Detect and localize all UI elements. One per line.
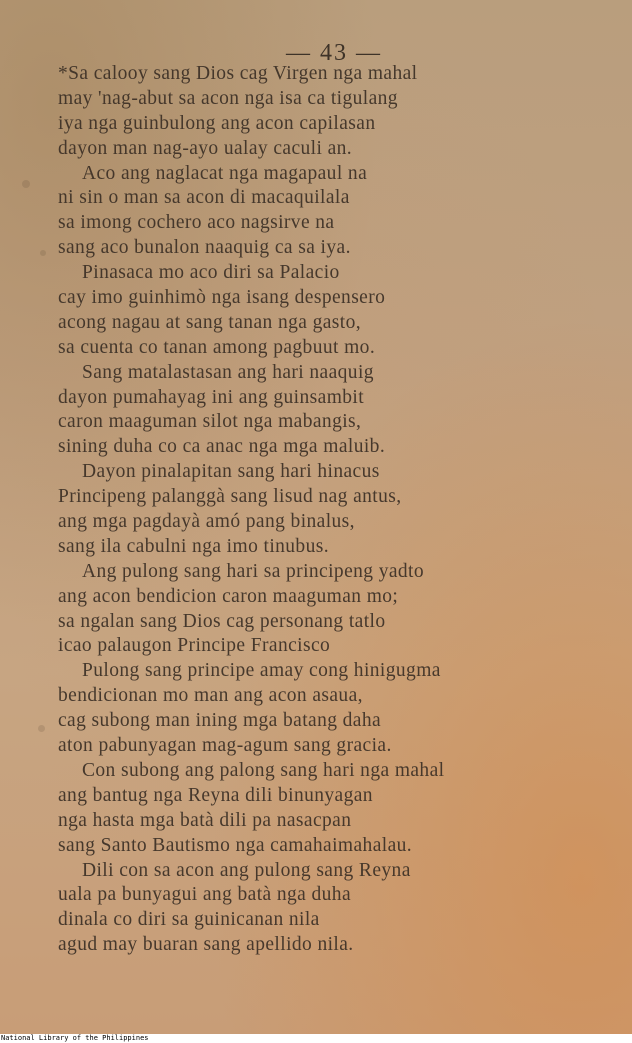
text-line: sang aco bunalon naaquig ca sa iya. <box>58 237 351 259</box>
text-line: Sang matalastasan ang hari naaquig <box>82 361 374 383</box>
text-line: Pulong sang principe amay cong hinigugma <box>82 660 441 682</box>
text-line: nga hasta mga batà dili pa nasacpan <box>58 809 352 831</box>
text-line: ang bantug nga Reyna dili binunyagan <box>58 784 373 806</box>
text-line: cag subong man ining mga batang daha <box>58 710 382 732</box>
text-line: caron maaguman silot nga mabangis, <box>58 411 362 433</box>
text-line: dayon pumahayag ini ang guinsambit <box>58 386 365 408</box>
text-line: sining duha co ca anac nga mga maluib. <box>58 436 386 458</box>
text-line: Dili con sa acon ang pulong sang Reyna <box>82 859 411 881</box>
text-line: bendicionan mo man ang acon asaua, <box>58 685 363 707</box>
text-line: agud may buaran sang apellido nila. <box>58 934 354 956</box>
text-line: Ang pulong sang hari sa principeng yadto <box>82 560 425 582</box>
text-line: uala pa bunyagui ang batà nga duha <box>58 884 351 906</box>
text-line: Aco ang naglacat nga magapaul na <box>82 162 368 184</box>
text-line: ang acon bendicion caron maaguman mo; <box>58 585 399 607</box>
text-line: dinala co diri sa guinicanan nila <box>58 909 320 931</box>
text-line: sa imong cochero aco nagsirve na <box>58 212 335 234</box>
text-line: sa ngalan sang Dios cag personang tatlo <box>58 610 386 632</box>
text-line: dayon man nag-ayo ualay caculi an. <box>58 137 353 159</box>
text-line: *Sa calooy sang Dios cag Virgen nga mahal <box>58 63 418 84</box>
text-line: aton pabunyagan mag-agum sang gracia. <box>58 735 392 757</box>
text-line: ang mga pagdayà amó pang binalus, <box>58 511 355 533</box>
page-stain <box>22 180 30 188</box>
library-credit: National Library of the Philippines <box>0 1034 632 1043</box>
page-number: — 43 — <box>286 40 382 66</box>
text-line: may 'nag-abut sa acon nga isa ca tigulang <box>58 87 398 109</box>
text-line: icao palaugon Principe Francisco <box>58 635 331 657</box>
page-stain <box>40 250 46 256</box>
page-stain <box>38 725 45 732</box>
text-line: Con subong ang palong sang hari nga mahal <box>82 759 445 781</box>
text-line: sa cuenta co tanan among pagbuut mo. <box>58 336 376 358</box>
text-line: iya nga guinbulong ang acon capilasan <box>58 112 376 134</box>
text-line: ni sin o man sa acon di macaquilala <box>58 187 350 209</box>
text-line: Pinasaca mo aco diri sa Palacio <box>82 262 340 284</box>
text-line: acong nagau at sang tanan nga gasto, <box>58 311 362 333</box>
text-line: sang ila cabulni nga imo tinubus. <box>58 535 329 557</box>
text-line: cay imo guinhimò nga isang despensero <box>58 287 386 309</box>
poem-text <box>58 62 548 958</box>
text-line: Principeng palanggà sang lisud nag antus, <box>58 486 402 508</box>
text-line: Dayon pinalapitan sang hari hinacus <box>82 461 380 483</box>
text-line: sang Santo Bautismo nga camahaimahalau. <box>58 834 413 856</box>
